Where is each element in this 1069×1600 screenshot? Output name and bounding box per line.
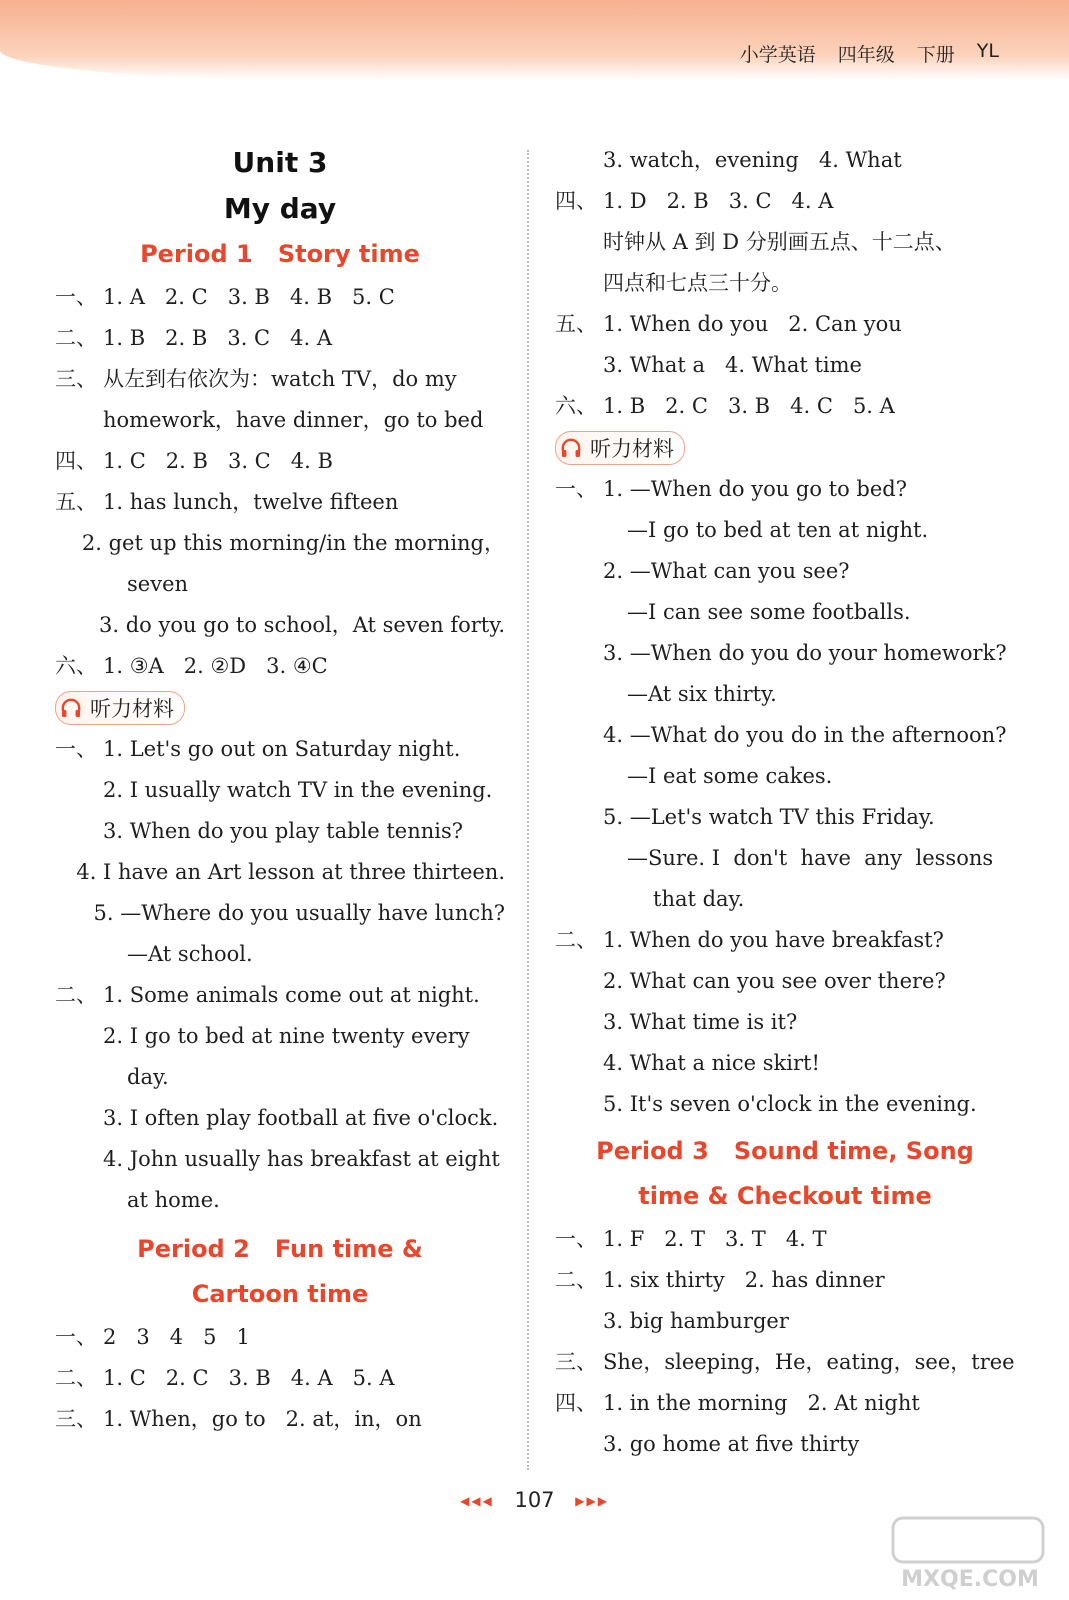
page-number: 107 — [514, 1488, 555, 1512]
answer-text: 4. —What do you do in the afternoon? — [603, 723, 1007, 747]
question-label: 二、 — [55, 1366, 97, 1390]
answer-line — [555, 1084, 1015, 1125]
question-label: 一、 — [55, 737, 97, 761]
answer-line — [55, 646, 505, 687]
question-label: 二、 — [555, 1268, 597, 1292]
header-term: 下册 — [916, 44, 955, 66]
answer-text: 3. —When do you do your homework? — [603, 641, 1007, 665]
answer-line — [555, 304, 1015, 345]
answer-line — [555, 879, 1015, 920]
answer-text: 1. ③A 2. ②D 3. ④C — [103, 654, 328, 678]
answer-line — [55, 729, 505, 770]
question-label: 一、 — [555, 477, 597, 501]
answer-line — [55, 1358, 505, 1399]
column-divider — [527, 150, 529, 1470]
answer-line — [555, 592, 1015, 633]
answer-line — [555, 469, 1015, 510]
right-column — [555, 140, 1015, 1465]
answer-text: 四点和七点三十分。 — [603, 271, 792, 295]
question-label: 二、 — [55, 983, 97, 1007]
answer-text: —Sure. I don't have any lessons — [627, 846, 994, 870]
answer-text: 1. C 2. B 3. C 4. B — [103, 449, 333, 473]
answer-line — [555, 222, 1015, 263]
answer-line — [555, 510, 1015, 551]
answer-text: 5. —Where do you usually have lunch? — [93, 901, 505, 925]
answer-text: 3. I often play football at five o'clock. — [103, 1106, 499, 1130]
period-3-answers — [555, 1219, 1015, 1465]
answer-text: 2. What can you see over there? — [603, 969, 946, 993]
answer-text: 2. I go to bed at nine twenty every — [103, 1024, 470, 1048]
answer-text: 时钟从 A 到 D 分别画五点、十二点、 — [603, 230, 956, 254]
header-edition: YL — [976, 40, 999, 62]
answer-text: She，sleeping，He，eating，see，tree — [603, 1350, 1015, 1374]
watermark-logo — [885, 1514, 1055, 1594]
answer-line — [555, 1383, 1015, 1424]
question-label: 一、 — [55, 1325, 97, 1349]
answer-line — [55, 852, 505, 893]
headphones-icon — [560, 438, 582, 458]
answer-text: 1. B 2. B 3. C 4. A — [103, 326, 333, 350]
answer-line — [555, 1342, 1015, 1383]
answer-text: 3. watch，evening 4. What — [603, 148, 902, 172]
unit-number: Unit 3 — [232, 146, 328, 179]
question-label: 三、 — [55, 1407, 97, 1431]
answer-text: 1. C 2. C 3. B 4. A 5. A — [103, 1366, 395, 1390]
answer-line — [55, 359, 505, 400]
answer-line — [555, 1043, 1015, 1084]
answer-text: 1. has lunch，twelve fifteen — [103, 490, 399, 514]
question-label: 二、 — [55, 326, 97, 350]
answer-line — [555, 1424, 1015, 1465]
answer-line — [555, 838, 1015, 879]
answer-text: 1. When do you 2. Can you — [603, 312, 902, 336]
answer-text: —I can see some footballs. — [627, 600, 911, 624]
answer-text: 2 3 4 5 1 — [103, 1325, 250, 1349]
answer-text: 1. When do you have breakfast? — [603, 928, 944, 952]
answer-line — [555, 1002, 1015, 1043]
header-subject: 小学英语 — [739, 44, 816, 66]
answer-line — [555, 386, 1015, 427]
answer-text: 5. —Let's watch TV this Friday. — [603, 805, 935, 829]
period-2-answers-continued — [555, 140, 1015, 427]
answer-text: day. — [127, 1065, 169, 1089]
answer-text: 1. Let's go out on Saturday night. — [103, 737, 461, 761]
answer-text: 从左到右依次为：watch TV，do my — [103, 367, 457, 391]
answer-line — [555, 797, 1015, 838]
question-label: 四、 — [555, 189, 597, 213]
answer-text: at home. — [127, 1188, 220, 1212]
left-column — [55, 140, 505, 1440]
question-label: 五、 — [555, 312, 597, 336]
answer-line — [555, 263, 1015, 304]
triple-left-arrow-icon: ◀◀◀ — [460, 1494, 494, 1508]
answer-text: 3. go home at five thirty — [603, 1432, 860, 1456]
answer-text: 3. do you go to school，At seven forty. — [98, 613, 505, 637]
answer-line — [55, 975, 505, 1016]
question-label: 五、 — [55, 490, 97, 514]
answer-text: seven — [127, 572, 189, 596]
answer-line — [555, 1301, 1015, 1342]
headphones-icon — [60, 698, 82, 718]
answer-line — [555, 1219, 1015, 1260]
answer-text: 2. I usually watch TV in the evening. — [103, 778, 493, 802]
answer-line — [55, 441, 505, 482]
answer-text: 4. I have an Art lesson at three thirteen. — [76, 860, 505, 884]
answer-line — [55, 811, 505, 852]
period-1-answers — [55, 277, 505, 687]
period-2-heading-line1: Period 2 Fun time & — [137, 1235, 423, 1263]
answer-line — [555, 345, 1015, 386]
answer-line — [555, 1260, 1015, 1301]
answer-text: —I go to bed at ten at night. — [627, 518, 929, 542]
period-1-listening — [55, 729, 505, 1221]
answer-text: 4. John usually has breakfast at eight — [103, 1147, 500, 1171]
answer-text: homework，have dinner，go to bed — [103, 408, 484, 432]
answer-line — [55, 1399, 505, 1440]
answer-line — [55, 400, 505, 441]
question-label: 一、 — [55, 285, 97, 309]
question-label: 六、 — [555, 394, 597, 418]
listening-label: 听力材料 — [90, 697, 174, 721]
triple-right-arrow-icon: ▶▶▶ — [575, 1494, 609, 1508]
answer-line — [55, 1016, 505, 1057]
answer-line — [55, 1139, 505, 1180]
answer-text: 1. in the morning 2. At night — [603, 1391, 920, 1415]
answer-line — [555, 140, 1015, 181]
answer-line — [55, 277, 505, 318]
answer-text: 3. big hamburger — [603, 1309, 789, 1333]
header-grade: 四年级 — [837, 44, 895, 66]
question-label: 三、 — [555, 1350, 597, 1374]
answer-line — [55, 893, 505, 934]
answer-line — [555, 181, 1015, 222]
answer-line — [55, 770, 505, 811]
period-3-heading-line1: Period 3 Sound time, Song — [596, 1137, 974, 1165]
answer-text: 1. A 2. C 3. B 4. B 5. C — [103, 285, 395, 309]
answer-text: 1. Some animals come out at night. — [103, 983, 480, 1007]
answer-line — [55, 482, 505, 523]
answer-line — [555, 920, 1015, 961]
answer-line — [55, 523, 505, 564]
answer-line — [555, 633, 1015, 674]
answer-line — [55, 318, 505, 359]
answer-text: 1. When，go to 2. at，in，on — [103, 1407, 422, 1431]
period-1-heading: Period 1 Story time — [140, 240, 420, 268]
listening-label: 听力材料 — [590, 437, 674, 461]
answer-line — [55, 605, 505, 646]
answer-line — [55, 1317, 505, 1358]
answer-text: 1. —When do you go to bed? — [603, 477, 908, 501]
answer-text: 3. What time is it? — [603, 1010, 798, 1034]
period-3-heading-line2: time & Checkout time — [638, 1182, 932, 1210]
answer-text: —I eat some cakes. — [627, 764, 833, 788]
answer-line — [55, 1098, 505, 1139]
listening-material-tag — [55, 691, 185, 725]
answer-line — [555, 551, 1015, 592]
answer-line — [55, 564, 505, 605]
answer-line — [555, 674, 1015, 715]
answer-text: 1. F 2. T 3. T 4. T — [603, 1227, 827, 1251]
question-label: 四、 — [55, 449, 97, 473]
answer-text: 1. six thirty 2. has dinner — [603, 1268, 885, 1292]
question-label: 六、 — [55, 654, 97, 678]
period-2-listening — [555, 469, 1015, 1125]
answer-text: 2. —What can you see? — [603, 559, 850, 583]
unit-title: My day — [223, 192, 337, 225]
page-footer — [0, 1488, 1069, 1512]
watermark-text: MXQE.COM — [901, 1567, 1039, 1592]
answer-line — [555, 961, 1015, 1002]
answer-text: —At school. — [127, 942, 253, 966]
question-label: 四、 — [555, 1391, 597, 1415]
answer-text: 1. D 2. B 3. C 4. A — [603, 189, 834, 213]
answer-text: 4. What a nice skirt! — [603, 1051, 820, 1075]
question-label: 一、 — [555, 1227, 597, 1251]
answer-text: that day. — [653, 887, 745, 911]
answer-text: 5. It's seven o'clock in the evening. — [603, 1092, 977, 1116]
answer-line — [55, 1057, 505, 1098]
answer-line — [55, 1180, 505, 1221]
answer-text: 1. B 2. C 3. B 4. C 5. A — [603, 394, 895, 418]
answer-line — [555, 715, 1015, 756]
answer-text: 2. get up this morning/in the morning， — [81, 531, 505, 555]
question-label: 二、 — [555, 928, 597, 952]
period-2-answers — [55, 1317, 505, 1440]
listening-material-tag-2 — [555, 431, 685, 465]
answer-line — [555, 756, 1015, 797]
page-header — [740, 40, 999, 67]
answer-text: 3. When do you play table tennis? — [103, 819, 464, 843]
answer-line — [55, 934, 505, 975]
answer-text: 3. What a 4. What time — [603, 353, 862, 377]
question-label: 三、 — [55, 367, 97, 391]
answer-text: —At six thirty. — [627, 682, 777, 706]
period-2-heading-line2: Cartoon time — [191, 1280, 369, 1308]
